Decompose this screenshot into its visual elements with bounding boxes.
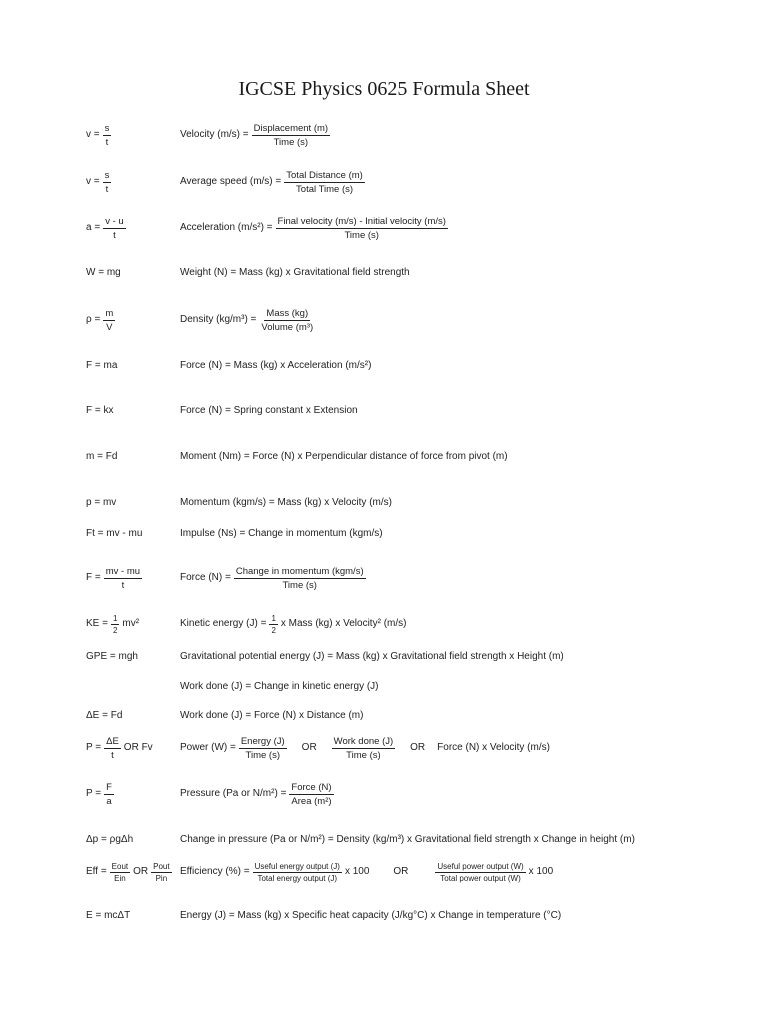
fraction: $\frac{F}{a}$ — [106, 781, 112, 807]
fraction: $\frac{\text{Force (N)}}{\text{Area (m²)}}$ — [291, 781, 332, 807]
fraction: $\frac{\text{Work done (J)}}{\text{Time (s)}}$ — [333, 735, 394, 761]
formula-description: Impulse (Ns) = Change in momentum (kgm/s) — [180, 528, 383, 539]
formula-symbolic: E = mcΔT — [86, 910, 131, 921]
page-title: IGCSE Physics 0625 Formula Sheet — [238, 78, 530, 100]
formula-description: Energy (J) = Mass (kg) x Specific heat capacity (J/kg°C) x Change in temperature (°C) — [180, 910, 562, 921]
formula-description: Force (N) = $\frac{\text{Change in momentum (kgm/s)}}{\text{Time (s)}}$ — [180, 565, 364, 591]
formula-symbolic: P = $\frac{F}{a}$ — [86, 781, 112, 807]
formula-symbolic: v = $\frac{s}{t}$ — [86, 122, 110, 148]
formula-symbolic: ΔE = Fd — [86, 710, 123, 721]
fraction: $\frac{\text{Pout}}{\text{Pin}}$ — [153, 861, 170, 883]
fraction: $\frac{\text{Final velocity (m/s) - Initial velocity (m/s)}}{\text{Time (s)}}$ — [277, 215, 446, 241]
formula-symbolic: Eff = $\frac{\text{Eout}}{\text{Ein}}$ OR $\frac{\text{Pout}}{\text{Pin}}$ — [86, 861, 170, 883]
formula-description: Efficiency (%) = $\frac{\text{Useful energy output (J)}}{\text{Total energy output (J)}}$ x 100 OR $\frac{\text{Useful power output (W)}}{\text{Total power output (W)}}$ x 100 — [180, 861, 554, 883]
fraction: $\frac{s}{t}$ — [104, 169, 110, 195]
formula-symbolic: v = $\frac{s}{t}$ — [86, 169, 110, 195]
formula-description: Weight (N) = Mass (kg) x Gravitational field strength — [180, 267, 410, 278]
formula-description: Force (N) = Mass (kg) x Acceleration (m/s²) — [180, 360, 372, 371]
formula-symbolic: KE = $\frac{1}{2}$ mv² — [86, 613, 140, 635]
formula-symbolic: ρ = $\frac{m}{V}$ — [86, 307, 114, 333]
formula-symbolic: F = ma — [86, 360, 118, 371]
formula-description: Velocity (m/s) = $\frac{\text{Displacement (m)}}{\text{Time (s)}}$ — [180, 122, 329, 148]
formula-description: Moment (Nm) = Force (N) x Perpendicular distance of force from pivot (m) — [180, 451, 508, 462]
formula-symbolic: Δp = ρgΔh — [86, 834, 134, 845]
formula-symbolic: m = Fd — [86, 451, 118, 462]
formula-description: Acceleration (m/s²) = $\frac{\text{Final velocity (m/s) - Initial velocity (m/s)}}{\text{Time (s)}}$ — [180, 215, 446, 241]
fraction: $\frac{\text{Useful energy output (J)}}{\text{Total energy output (J)}}$ — [254, 861, 340, 883]
formula-symbolic: p = mv — [86, 497, 117, 508]
fraction: $\frac{s}{t}$ — [104, 122, 110, 148]
fraction: $\frac{\text{Change in momentum (kgm/s)}}{\text{Time (s)}}$ — [235, 565, 364, 591]
formula-symbolic: P = $\frac{\Delta E}{t}$ OR Fv — [86, 735, 153, 761]
fraction: $\frac{1}{2}$ — [271, 613, 276, 635]
fraction: $\frac{\text{Useful power output (W)}}{\text{Total power output (W)}}$ — [437, 861, 524, 883]
fraction: $\frac{\text{Total Distance (m)}}{\text{Total Time (s)}}$ — [286, 169, 363, 195]
formula-description: Gravitational potential energy (J) = Mass (kg) x Gravitational field strength x Height (m) — [180, 651, 564, 662]
fraction: $\frac{\text{Energy (J)}}{\text{Time (s)}}$ — [240, 735, 285, 761]
formula-description: Change in pressure (Pa or N/m²) = Density (kg/m³) x Gravitational field strength x Change in height (m) — [180, 834, 635, 845]
formula-symbolic: F = kx — [86, 405, 114, 416]
fraction: $\frac{\Delta E}{t}$ — [106, 735, 119, 761]
formula-description: Average speed (m/s) = $\frac{\text{Total Distance (m)}}{\text{Total Time (s)}}$ — [180, 169, 363, 195]
formula-description: Power (W) = $\frac{\text{Energy (J)}}{\text{Time (s)}}$ OR $\frac{\text{Work done (J)}}{\text{Time (s)}}$ OR Force (N) x Velocity (m/s) — [180, 735, 550, 761]
formula-symbolic: F = $\frac{mv - mu}{t}$ — [86, 565, 141, 591]
fraction: $\frac{\text{Mass (kg)}}{\text{Volume (m³)}}$ — [261, 307, 314, 333]
formula-description: Density (kg/m³) = $\frac{\text{Mass (kg)}}{\text{Volume (m³)}}$ — [180, 307, 314, 333]
formula-symbolic: a = $\frac{v - u}{t}$ — [86, 215, 124, 241]
formula-description: Work done (J) = Force (N) x Distance (m) — [180, 710, 364, 721]
fraction: $\frac{mv - mu}{t}$ — [105, 565, 141, 591]
formula-description: Kinetic energy (J) = $\frac{1}{2}$ x Mass (kg) x Velocity² (m/s) — [180, 613, 407, 635]
formula-description: Pressure (Pa or N/m²) = $\frac{\text{Force (N)}}{\text{Area (m²)}}$ — [180, 781, 332, 807]
fraction: $\frac{1}{2}$ — [112, 613, 118, 635]
formula-symbolic: GPE = mgh — [86, 651, 138, 662]
formula-symbolic: Ft = mv - mu — [86, 528, 143, 539]
fraction: $\frac{\text{Eout}}{\text{Ein}}$ — [111, 861, 129, 883]
formula-symbolic: W = mg — [86, 267, 121, 278]
fraction: $\frac{v - u}{t}$ — [105, 215, 124, 241]
fraction: $\frac{\text{Displacement (m)}}{\text{Time (s)}}$ — [253, 122, 329, 148]
formula-description: Work done (J) = Change in kinetic energy (J) — [180, 681, 379, 692]
formula-description: Momentum (kgm/s) = Mass (kg) x Velocity (m/s) — [180, 497, 392, 508]
formula-description: Force (N) = Spring constant x Extension — [180, 405, 358, 416]
fraction: $\frac{m}{V}$ — [105, 307, 114, 333]
